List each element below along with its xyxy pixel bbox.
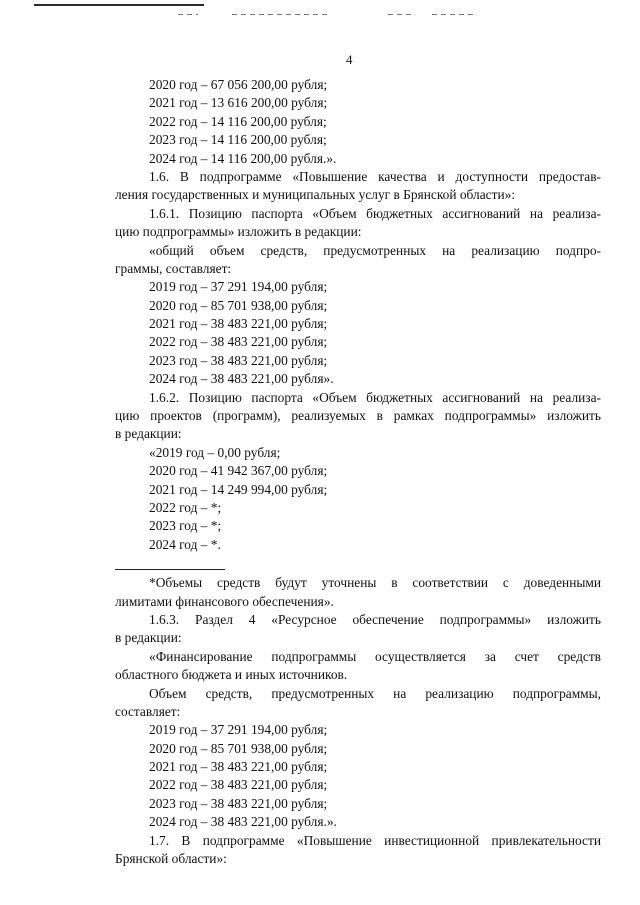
text-line: цию подпрограммы» изложить в редакции: [115, 224, 362, 240]
text-line: 2020 год – 67 056 200,00 рубля; [149, 77, 328, 92]
text-line: 1.7. В подпрограмме «Повышение инвестиционной привлекательности [149, 832, 601, 848]
text-line: 2020 год – 85 701 938,00 рубля; [149, 297, 328, 313]
text-line: 2022 год – *; [149, 499, 222, 515]
text-line: 2024 год – 14 116 200,00 рубля.». [149, 150, 337, 166]
text-line: 2021 год – 14 249 994,00 рубля; [149, 481, 328, 497]
text-line: областного бюджета и иных источников. [115, 667, 348, 683]
page-number: 4 [346, 52, 353, 67]
continued-text-block [115, 611, 601, 868]
text-line: 1.6. В подпрограмме «Повышение качества и доступности предостав- [149, 168, 601, 184]
text-line: 2022 год – 14 116 200,00 рубля; [149, 113, 327, 129]
main-text-block [115, 76, 601, 554]
text-line: 2023 год – 38 483 221,00 рубля; [149, 352, 328, 368]
footnote-line: лимитами финансового обеспечения». [115, 593, 334, 609]
text-line: 2021 год – 38 483 221,00 рубля; [149, 316, 328, 332]
scan-artifact-dots [178, 14, 198, 15]
text-line: «Финансирование подпрограммы осуществляется за счет средств [149, 648, 601, 664]
text-line: 2022 год – 38 483 221,00 рубля; [149, 777, 328, 793]
text-line: 2019 год – 37 291 194,00 рубля; [149, 279, 328, 295]
text-line: составляет: [115, 703, 181, 719]
scan-artifact-dots [232, 14, 328, 15]
footnote-line: *Объемы средств будут уточнены в соответствии с доведенными [149, 575, 601, 591]
text-line: 2024 год – 38 483 221,00 рубля». [149, 371, 334, 387]
text-line: 1.6.1. Позицию паспорта «Объем бюджетных ассигнований на реализа- [149, 205, 601, 221]
text-line: 2020 год – 85 701 938,00 рубля; [149, 740, 328, 756]
text-line: «2019 год – 0,00 рубля; [149, 444, 281, 460]
scan-artifact-dots [388, 14, 412, 15]
scan-artifact-dots [432, 14, 474, 15]
text-line: ления государственных и муниципальных услуг в Брянской области»: [115, 187, 516, 203]
text-line: в редакции: [115, 426, 182, 442]
text-line: 2023 год – *; [149, 518, 222, 534]
text-line: 2024 год – *. [149, 536, 221, 552]
text-line: Объем средств, предусмотренных на реализацию подпрограммы, [149, 685, 601, 701]
text-line: граммы, составляет: [115, 260, 232, 276]
scan-artifact-bar [34, 4, 204, 6]
text-line: 2023 год – 14 116 200,00 рубля; [149, 132, 327, 148]
text-line: 2022 год – 38 483 221,00 рубля; [149, 334, 328, 350]
text-line: 2023 год – 38 483 221,00 рубля; [149, 795, 328, 811]
footnote-separator [115, 569, 225, 570]
text-line: Брянской области»: [115, 851, 227, 867]
text-line: в редакции: [115, 630, 182, 646]
document-body [115, 76, 601, 868]
footnote-block [115, 574, 601, 611]
text-line: 2021 год – 38 483 221,00 рубля; [149, 759, 328, 775]
text-line: 1.6.2. Позицию паспорта «Объем бюджетных ассигнований на реализа- [149, 389, 601, 405]
text-line: 2020 год – 41 942 367,00 рубля; [149, 463, 328, 479]
text-line: «общий объем средств, предусмотренных на реализацию подпро- [149, 242, 601, 258]
text-line: 2021 год – 13 616 200,00 рубля; [149, 95, 328, 111]
text-line: 1.6.3. Раздел 4 «Ресурсное обеспечение подпрограммы» изложить [149, 611, 601, 627]
text-line: 2024 год – 38 483 221,00 рубля.». [149, 814, 337, 830]
text-line: цию проектов (программ), реализуемых в рамках подпрограммы» изложить [115, 408, 601, 424]
text-line: 2019 год – 37 291 194,00 рубля; [149, 722, 328, 738]
